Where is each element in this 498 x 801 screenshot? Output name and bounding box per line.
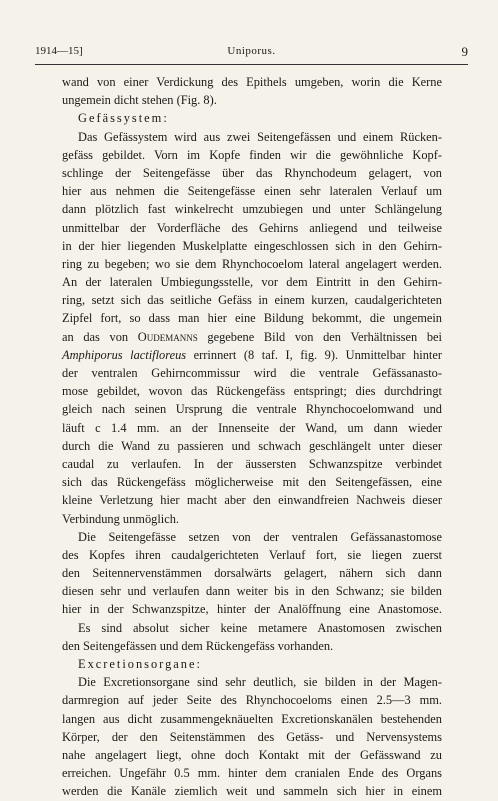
text-line	[62, 328, 442, 346]
header-volume-years: 1914—15]	[35, 45, 83, 57]
text-line: in der hier liegenden Muskelplatte eingeschlossen sich in den Gehirn-	[62, 238, 442, 253]
text-line: langen aus dicht zusammengeknäuelten Excretionskanälen bestehenden	[62, 711, 442, 726]
text-line: den Seitengefässen und dem Rückengefäss vorhanden.	[62, 638, 334, 653]
text-line: des Kopfes ihren caudalgerichteten Verlauf fort, sie liegen zuerst	[62, 547, 442, 562]
text-line: sich das Rückengefäss möglicherweise mit den Seitengefässen, eine	[62, 475, 442, 490]
text-line: ungemein dicht stehen (Fig. 8).	[62, 93, 217, 108]
smallcaps-text: Oudemanns	[137, 329, 198, 344]
text-span: gegebene Bild von den Verhältnissen bei	[197, 329, 443, 344]
running-header	[35, 45, 468, 61]
text-line: Zipfel fort, so dass man hier eine Bildung bekommt, die ungemein	[62, 311, 442, 326]
text-line: hier in der Schwanzspitze, hinter der Analöffnung eine Anastomose.	[62, 602, 442, 617]
text-line: durch die Wand zu passieren und schwach geschlängelt unter dieser	[62, 438, 442, 453]
header-title: Uniporus.	[227, 45, 276, 57]
body-text	[62, 73, 442, 801]
text-line: wand von einer Verdickung des Epithels umgeben, worin die Kerne	[62, 75, 442, 89]
page-number: 9	[461, 44, 468, 59]
text-span: an das von	[62, 329, 138, 344]
text-line: Die Excretionsorgane sind sehr deutlich, sie bilden in der Magen-	[78, 675, 442, 690]
text-line: Excretionsorgane:	[78, 657, 202, 671]
text-line: mose gebildet, wovon das Rückengefäss entspringt; dies durchdringt	[62, 384, 442, 399]
text-line: werden die Kanäle ziemlich weit und sammeln sich hier in einem	[62, 784, 442, 799]
text-line: darmregion auf jeder Seite des Rhynchocoeloms einen 2.5—3 mm.	[62, 693, 442, 708]
text-span: errinnert (8 taf. I, fig. 9). Unmittelbar hinter	[186, 347, 442, 362]
text-line: An der lateralen Umbiegungsstelle, vor dem Eintritt in den Gehirn-	[62, 275, 442, 290]
text-line: gefäss gebildet. Vorn im Kopfe finden wir die gewöhnliche Kopf-	[62, 147, 442, 162]
text-line: erreichen. Ungefähr 0.5 mm. hinter dem cranialen Ende des Organs	[62, 766, 442, 781]
text-line: dann plötzlich fast winkelrecht umzubiegen und unter Schlängelung	[62, 202, 442, 217]
text-line: hier aus nehmen die Seitengefässe einen sehr lateralen Verlauf um	[62, 184, 442, 199]
text-line: kleine Verletzung hier macht aber den einwandfreien Nachweis dieser	[62, 493, 442, 508]
text-line: den Seitennervenstämmen dorsalwärts gelagert, nähern sich dann	[62, 566, 442, 581]
text-line: diesen sehr und verlaufen dann weiter bis in den Schwanz; sie bilden	[62, 584, 442, 599]
text-line: ring zu begeben; wo sie dem Rhynchocoelom lateral angelagert werden.	[62, 256, 442, 271]
italic-text: Amphiporus lactifloreus	[62, 347, 187, 362]
text-line: Die Seitengefässe setzen von der ventralen Gefässanastomose	[78, 529, 442, 544]
text-line: läuft c 1.4 mm. an der Innenseite der Wand, um dann wieder	[62, 420, 442, 435]
text-line: Verbindung unmöglich.	[62, 511, 180, 526]
text-line: der ventralen Gehirncommissur wird die ventrale Gefässanasto-	[62, 366, 442, 380]
text-line: gleich nach seinen Ursprung die ventrale Rhynchocoelomwand und	[62, 402, 442, 417]
header-rule	[35, 64, 468, 65]
text-line: Das Gefässystem wird aus zwei Seitengefässen und einem Rücken-	[78, 129, 442, 144]
text-line: caudal zu verlaufen. In der äussersten Schwanzspitze verbindet	[62, 456, 442, 471]
text-line: unmittelbar der Vorderfläche des Gehirns anliegend und teilweise	[62, 220, 442, 235]
text-line: nahe angelagert liegt, ohne doch Kontakt mit der Gefässwand zu	[62, 747, 442, 762]
text-line: Es sind absolut sicher keine metamere Anastomosen zwischen	[78, 620, 442, 635]
text-line: Gefässystem:	[78, 111, 169, 126]
text-line: Körper, der den Seitenstämmen des Getäss- und Nervensystems	[62, 729, 442, 744]
text-line: ring, setzt sich das seitliche Gefäss in einem kurzen, caudalgerichteten	[62, 293, 442, 308]
text-line	[62, 346, 442, 364]
text-line: schlinge der Seitengefässe über das Rhynchodeum gelagert, von	[62, 165, 442, 180]
